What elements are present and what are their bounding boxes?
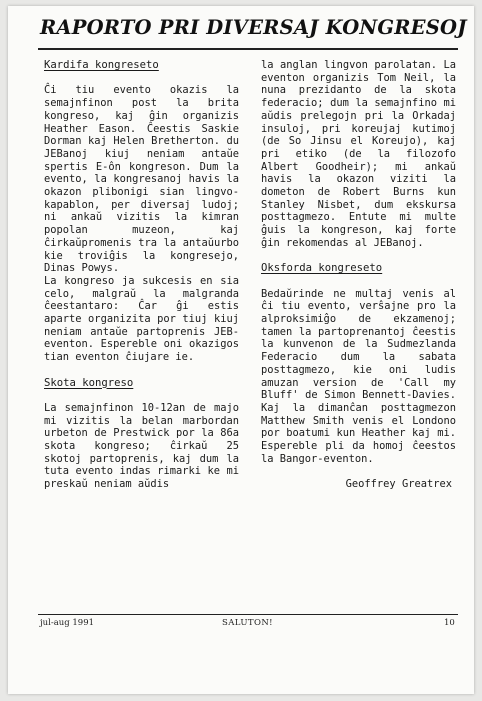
page-number: 10 bbox=[444, 618, 455, 628]
magazine-page bbox=[8, 6, 474, 694]
article-title: RAPORTO PRI DIVERSAJ KONGRESOJ bbox=[40, 16, 467, 39]
section-heading-scotland: Skota kongreso bbox=[44, 376, 134, 389]
paragraph-scotland-2: la anglan lingvon parolatan. La eventon organizis Tom Neil, la nuna prezidanto de la skota federacio; dum la semajnfino mi aŭdis prelegojn pri la Orkadaj insuloj, pri koreujaj kutimoj (de So Jinsu el Koreujo), kaj pri etiko (de la filozofo Albert Goodheir); mi ankaŭ havis la okazon viziti la dometon de Robert Burns kun Stanley Nisbet, dum ekskursa posttagmezo. Entute mi multe ĝuis la kongreson, kaj forte ĝin rekomendas al JEBanoj. bbox=[261, 59, 456, 249]
spacer bbox=[261, 275, 456, 288]
section-heading-cardiff: Kardifa kongreseto bbox=[44, 59, 159, 71]
footer-rule bbox=[38, 614, 458, 615]
spacer bbox=[44, 364, 239, 377]
paragraph-scotland-1: La semajnfinon 10-12an de majo mi vizitis la belan marbordan urbeton de Prestwick por la 86a skota kongreso; ĉirkaŭ 25 skotoj partoprenis, kaj dum la tuta evento indas rimarki ke mi preskaŭ neniam aŭdis bbox=[44, 401, 239, 491]
author-signature: Geoffrey Greatrex bbox=[345, 478, 452, 491]
paragraph-oxford: Bedaŭrinde ne multaj venis al ĉi tiu evento, verŝajne pro la alproksimiĝo de ekzamenoj; tamen la partoprenantoj ĉeestis la kunvenon de la Sudmezlanda Federacio dum la sabata posttagmezo, kie oni ludis amuzan version de 'Call my Bluff' de Simon Bennett-Davies. Kaj la dimanĉan posttagmezon Matthew Smith venis el Londono por boatumi kun Heather kaj mi. Espereble pli da homoj ĉeestos la Bangor-eventon. bbox=[261, 287, 456, 465]
spacer bbox=[44, 72, 239, 85]
title-rule bbox=[38, 48, 458, 50]
issue-date: jul-aug 1991 bbox=[40, 618, 95, 628]
magazine-name: SALUTON! bbox=[222, 618, 273, 628]
paragraph-cardiff-1: Ĉi tiu evento okazis la semajnfinon post la brita kongreso, kaj ĝin organizis Heather Eason. Ĉeestis Saskie Dorman kaj Helen Bretherton. du JEBanoj kiuj neniam antaŭe spertis E-ôn kongreson. Dum la evento, la kongresanoj havis la okazon plibonigi sian lingvo-kapablon, per diversaj ludoj; ni ankaŭ vizitis la kimran popolan muzeon, kaj ĉirkaŭpromenis tra la antaŭurbo kie troviĝis la kongresejo, Dinas Powys. bbox=[44, 84, 239, 275]
right-column bbox=[261, 59, 456, 491]
spacer bbox=[44, 389, 239, 402]
section-heading-oxford: Oksforda kongreseto bbox=[261, 262, 383, 275]
spacer bbox=[261, 465, 456, 478]
spacer bbox=[261, 250, 456, 263]
paragraph-cardiff-2: La kongreso ja sukcesis en sia celo, malgraŭ la malgranda ĉeestantaro: Ĉar ĝi estis aparte organizita por tiuj kiuj neniam antaŭe partoprenis JEB-eventon. Espereble oni okazigos tian eventon ĉiujare ie. bbox=[44, 274, 239, 364]
left-column bbox=[44, 59, 239, 491]
